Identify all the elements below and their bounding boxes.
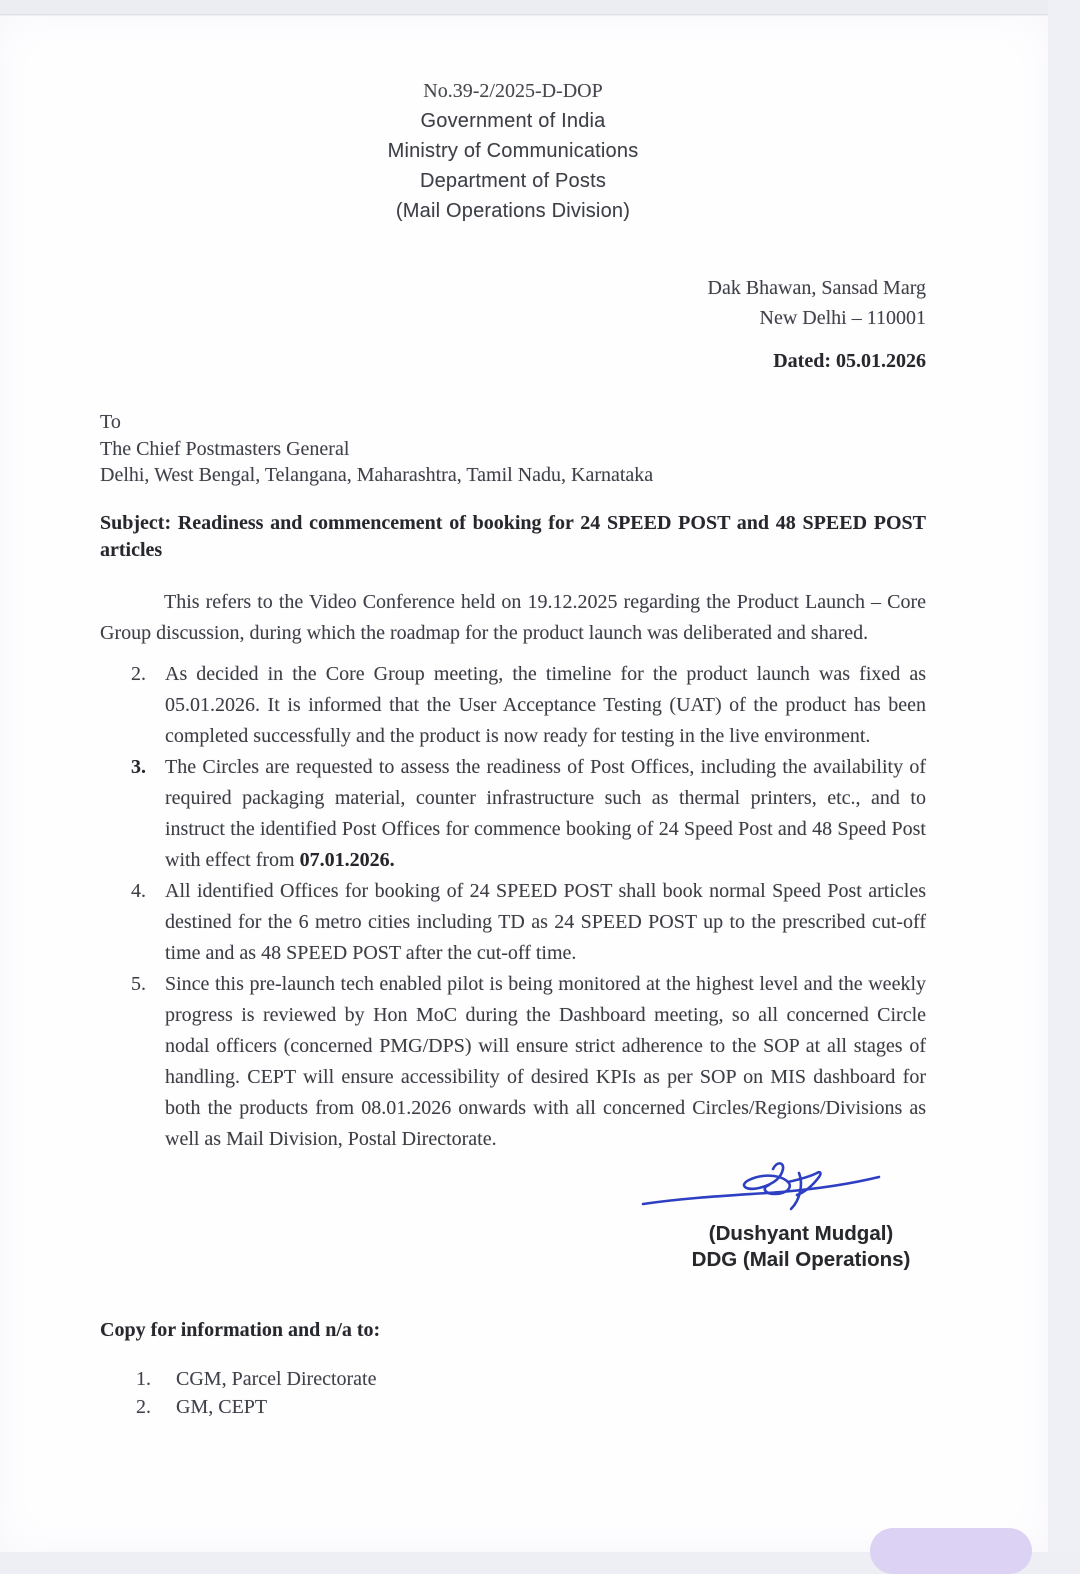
item-text bbox=[165, 659, 926, 752]
org-line-government: Government of India bbox=[420, 110, 606, 132]
item-number: 5. bbox=[131, 972, 146, 995]
list-item-3 bbox=[131, 752, 926, 876]
item-text-run: Since this pre-launch tech enabled pilot is being monitored at the highest level and the weekly progress is reviewed by Hon MoC during the Dashboard meeting, so all concerned Circle nodal officers (concerned PMG/DPS) will ensure strict adherence to the SOP at all stages of handling. CEPT will ensure accessibility of desired KPIs as per SOP on MIS dashboard for both the products from 08.01.2026 onwards with all concerned Circles/Regions/Divisions as well as Mail Division, Postal Directorate. bbox=[165, 972, 926, 1150]
scan-frame-right bbox=[1048, 0, 1080, 1552]
item-number: 2. bbox=[131, 662, 146, 685]
copy-item-number: 1. bbox=[136, 1367, 151, 1390]
letterhead bbox=[100, 76, 926, 226]
list-item-2 bbox=[131, 659, 926, 752]
copy-item-label: CGM, Parcel Directorate bbox=[176, 1367, 377, 1390]
signature-block bbox=[676, 1159, 926, 1273]
sender-address-line-1: Dak Bhawan, Sansad Marg bbox=[707, 277, 926, 299]
subject-line: Subject: Readiness and commencement of booking for 24 SPEED POST and 48 SPEED POST articles bbox=[100, 511, 926, 561]
copy-item-2 bbox=[136, 1393, 926, 1421]
list-item-5 bbox=[131, 969, 926, 1155]
copy-item-number: 2. bbox=[136, 1395, 151, 1418]
item-text-run: All identified Offices for booking of 24 SPEED POST shall book normal Speed Post articles destined for the 6 metro cities including TD as 24 SPEED POST up to the prescribed cut-off time and as 48 SPEED POST after the cut-off time. bbox=[165, 879, 926, 964]
org-line-department: Department of Posts bbox=[419, 170, 607, 192]
item-text bbox=[165, 752, 926, 876]
item-text-run: As decided in the Core Group meeting, the timeline for the product launch was fixed as 05.01.2026. It is informed that the User Acceptance Testing (UAT) of the product has been completed successfully and the product is now ready for testing in the live environment. bbox=[165, 662, 926, 747]
list-item-4 bbox=[131, 876, 926, 969]
org-line-ministry: Ministry of Communications bbox=[387, 140, 639, 162]
signatory-name: (Dushyant Mudgal) bbox=[708, 1221, 894, 1245]
letter-page bbox=[0, 16, 1048, 1552]
bottom-pill-button[interactable] bbox=[870, 1528, 1032, 1574]
copy-heading: Copy for information and n/a to: bbox=[100, 1318, 381, 1341]
signatory-designation: DDG (Mail Operations) bbox=[691, 1247, 911, 1271]
item-number: 4. bbox=[131, 879, 146, 902]
copy-list bbox=[136, 1365, 926, 1421]
sender-address-line-2: New Delhi – 110001 bbox=[759, 307, 926, 329]
item-text bbox=[165, 876, 926, 969]
signature-image bbox=[621, 1159, 921, 1221]
letter-content bbox=[100, 16, 926, 1421]
recipient-name: The Chief Postmasters General bbox=[100, 437, 350, 460]
item-text bbox=[165, 969, 926, 1155]
numbered-list bbox=[100, 659, 926, 1155]
to-label: To bbox=[100, 411, 121, 433]
recipient-circles: Delhi, West Bengal, Telangana, Maharashtra, Tamil Nadu, Karnataka bbox=[100, 464, 654, 486]
copy-item-label: GM, CEPT bbox=[176, 1395, 268, 1418]
item-bold-run: 07.01.2026. bbox=[299, 848, 395, 871]
reference-number: No.39-2/2025-D-DOP bbox=[423, 80, 603, 102]
item-text-run: The Circles are requested to assess the readiness of Post Offices, including the availability of required packaging material, counter infrastructure such as thermal printers, etc., and to instruct the identified Post Offices for commence booking of 24 Speed Post and 48 Speed Post with effect from bbox=[165, 755, 926, 871]
dated-line: Dated: 05.01.2026 bbox=[773, 350, 926, 372]
copy-item-1 bbox=[136, 1365, 926, 1393]
recipient-block bbox=[100, 409, 926, 489]
item-number: 3. bbox=[131, 755, 146, 778]
org-line-division: (Mail Operations Division) bbox=[395, 200, 631, 222]
sender-address bbox=[100, 273, 926, 333]
body-paragraph-1: This refers to the Video Conference held on 19.12.2025 regarding the Product Launch – Core Group discussion, during which the roadmap for the product launch was deliberated and shared. bbox=[100, 590, 926, 644]
scan-frame-top bbox=[0, 0, 1080, 15]
